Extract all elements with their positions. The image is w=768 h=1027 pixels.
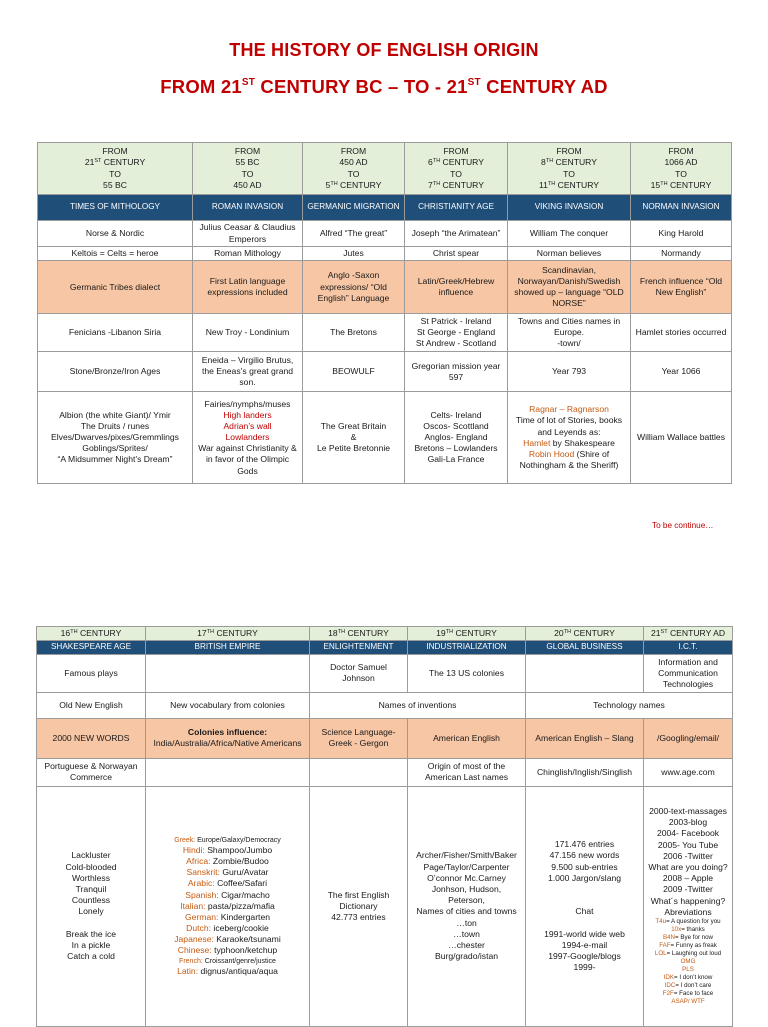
table-cell: /Googling/email/ [644, 718, 733, 758]
cell-line: 171.476 entries [554, 839, 615, 850]
loanword-line: Arabic: Coffee/Safari [187, 878, 268, 889]
cell-line: Lackluster [71, 850, 111, 861]
abbreviation-line: FAF= Funny as freak [659, 942, 717, 950]
table-row-eras [38, 195, 732, 221]
loanword-line: Greek: Europe/Galaxy/Democracy [174, 836, 281, 844]
table-cell: Origin of most of the American Last names [408, 758, 526, 786]
loanword-line: Latin: dignus/antiqua/aqua [177, 965, 278, 976]
loanword-line: Italian: pasta/pizza/mafia [180, 900, 275, 911]
table-cell: Roman Mithology [193, 247, 303, 261]
period-header: FROM 6TH CENTURY TO 7TH CENTURY [405, 143, 508, 195]
table-cell: King Harold [631, 221, 732, 247]
cell-line: Catch a cold [67, 951, 115, 962]
cell-line: What are you doing? [648, 861, 728, 872]
table-cell: The first English Dictionary 42.773 entries [310, 786, 408, 1026]
cell-line: Abreviations [664, 906, 712, 917]
era-label: VIKING INVASION [508, 195, 631, 221]
table-cell: New vocabulary from colonies [146, 692, 310, 718]
loanword-line: Dutch: iceberg/cookie [186, 923, 269, 934]
cell-line: 47.156 new words [549, 850, 620, 861]
period-header: FROM 8TH CENTURY TO 11TH CENTURY [508, 143, 631, 195]
era-label: CHRISTIANITY AGE [405, 195, 508, 221]
cell-line [529, 895, 640, 906]
table-cell: First Latin language expressions included [193, 261, 303, 314]
century-header: 18TH CENTURY [310, 627, 408, 641]
abbreviation-line: T4u= A question for you [655, 917, 721, 925]
loanword-line: French: Croissant/genre/justice [179, 957, 276, 965]
cell-line: Names of cities and towns [416, 906, 517, 917]
century-header: 16TH CENTURY [37, 627, 146, 641]
table-row [38, 392, 732, 484]
table-cell: Joseph “the Arimatean” [405, 221, 508, 247]
cell-line: Page/Taylor/Carpenter [423, 861, 510, 872]
century-header: 19TH CENTURY [408, 627, 526, 641]
table-cell: Anglo -Saxon expressions/ “Old English” Language [303, 261, 405, 314]
table-row-language [38, 261, 732, 314]
table-cell: Keltois = Celts = heroe [38, 247, 193, 261]
table-cell: Ragnar – Ragnarson Time of lot of Stories, books and Leyends as: Hamlet by Shakespeare Robin Hood (Shire of Nothingham & the Sheriff) [508, 392, 631, 484]
cell-line [529, 918, 640, 929]
table-cell: The Great Britain & Le Petite Bretonnie [303, 392, 405, 484]
cell-line: …ton [456, 917, 477, 928]
era-label: ENLIGHTENMENT [310, 641, 408, 655]
century-header: 21ST CENTURY AD [644, 627, 733, 641]
table-cell: Towns and Cities names in Europe. -town/ [508, 314, 631, 352]
period-header: FROM 21ST CENTURY TO 55 BC [38, 143, 193, 195]
loanword-line: Spanish: Cigar/macho [185, 889, 270, 900]
cell-line: 2004- Facebook [656, 828, 720, 839]
loanword-line: German: Kindergarten [184, 911, 271, 922]
table-cell: Celts- Ireland Oscos- Scottland Anglos- England Bretons – Lowlanders Gali-La France [405, 392, 508, 484]
table-cell: Eneida – Virgilio Brutus, the Eneas’s great grand son. [193, 352, 303, 392]
cell-line: Tranquil [75, 883, 107, 894]
table-cell [310, 758, 408, 786]
continue-note: To be continue… [652, 521, 714, 530]
table-cell: Stone/Bronze/Iron Ages [38, 352, 193, 392]
cell-line: 1.000 Jargon/slang [547, 872, 622, 883]
cell-line: Chat [575, 906, 594, 917]
table-cell [146, 654, 310, 692]
table-row [38, 221, 732, 247]
era-label: BRITISH EMPIRE [146, 641, 310, 655]
table-row [37, 758, 733, 786]
cell-line: …chester [448, 939, 485, 950]
table-cell: Jutes [303, 247, 405, 261]
era-label: INDUSTRIALIZATION [408, 641, 526, 655]
cell-line: 2009 -Twitter [663, 884, 713, 895]
table-cell: William The conquer [508, 221, 631, 247]
abbreviation-line: IDC= I don’t care [664, 982, 712, 990]
abbreviation-line: ASAP/ WTF [671, 998, 705, 1006]
table-cell: Doctor Samuel Johnson [310, 654, 408, 692]
era-label: TIMES OF MITHOLOGY [38, 195, 193, 221]
table-cell: William Wallace battles [631, 392, 732, 484]
table-cell: American English – Slang [526, 718, 644, 758]
table-cell: Norse & Nordic [38, 221, 193, 247]
cell-line: 2003-blog [668, 817, 708, 828]
table-cell: Science Language- Greek - Gergon [310, 718, 408, 758]
abbreviation-line: 10x= thanks [671, 925, 705, 933]
table-cell: Julius Ceasar & Claudius Emperors [193, 221, 303, 247]
table-cell: Christ spear [405, 247, 508, 261]
loanword-line: Sanskrit: Guru/Avatar [186, 867, 269, 878]
table-cell: Fenicians -Libanon Siria [38, 314, 193, 352]
period-header: FROM 55 BC TO 450 AD [193, 143, 303, 195]
cell-line: Burg/grado/istan [434, 951, 499, 962]
table-cell: Germanic Tribes dialect [38, 261, 193, 314]
cell-line: Cold-blooded [65, 861, 117, 872]
abbreviation-line: B4N= Bye for now [662, 933, 714, 941]
century-header: 17TH CENTURY [146, 627, 310, 641]
cell-line [40, 918, 142, 929]
page-title: THE HISTORY OF ENGLISH ORIGIN [229, 40, 539, 60]
cell-line: 1997-Google/blogs [548, 951, 621, 962]
century-header: 20TH CENTURY [526, 627, 644, 641]
table-cell: The Bretons [303, 314, 405, 352]
table-row-vocabulary [37, 786, 733, 1026]
table-row [38, 352, 732, 392]
table-cell [644, 786, 733, 1026]
table-cell [146, 786, 310, 1026]
table-cell: Latin/Greek/Hebrew influence [405, 261, 508, 314]
era-label: GLOBAL BUSINESS [526, 641, 644, 655]
abbreviation-line: PLS [682, 966, 694, 974]
table-cell [408, 786, 526, 1026]
table-row-periods [38, 143, 732, 195]
era-label: ROMAN INVASION [193, 195, 303, 221]
table-cell [37, 786, 146, 1026]
table-row-influence [37, 718, 733, 758]
table-cell: Gregorian mission year 597 [405, 352, 508, 392]
table-cell: Famous plays [37, 654, 146, 692]
loanword-line: Africa: Zombie/Budoo [186, 856, 269, 867]
cell-line: What´s happening? [650, 895, 726, 906]
era-label: SHAKESPEARE AGE [37, 641, 146, 655]
table-cell: BEOWULF [303, 352, 405, 392]
table-row [37, 654, 733, 692]
cell-line: 1999- [573, 962, 596, 973]
abbreviation-line: OMG [680, 958, 696, 966]
table-cell: Technology names [526, 692, 733, 718]
table-cell: Albion (the white Giant)/ Ymir The Druits / runes Elves/Dwarves/pixes/Gremmlings Goblings/Sprites/ “A Midsummer Night’s Dream” [38, 392, 193, 484]
cell-line: 1994-e-mail [561, 939, 608, 950]
cell-line: 2008 – Apple [662, 873, 714, 884]
loanword-line: Japanese: Karaoke/tsunami [174, 934, 281, 945]
cell-line: Jonhson, Hudson, [431, 883, 502, 894]
table-cell: Year 1066 [631, 352, 732, 392]
table-cell: Hamlet stories occurred [631, 314, 732, 352]
era-label: NORMAN INVASION [631, 195, 732, 221]
table-row [38, 247, 732, 261]
table-cell: Names of inventions [310, 692, 526, 718]
table-cell: www.age.com [644, 758, 733, 786]
cell-line: 2000-text-massages [649, 806, 727, 817]
abbreviation-line: F2F= Face to face [662, 990, 714, 998]
table-row [38, 314, 732, 352]
cell-line: Countless [71, 895, 111, 906]
table-cell [526, 786, 644, 1026]
cell-line: Archer/Fisher/Smith/Baker [416, 850, 517, 861]
table-cell: St Patrick - Ireland St George - England St Andrew - Scotland [405, 314, 508, 352]
era-label: GERMANIC MIGRATION [303, 195, 405, 221]
table-cell: Fairies/nymphs/muses High landers Adrian’s wall Lowlanders War against Christianity & in favor of the Olimpic Gods [193, 392, 303, 484]
cell-line [529, 884, 640, 895]
cell-line: Peterson, [448, 895, 485, 906]
table-cell: 2000 NEW WORDS [37, 718, 146, 758]
page-subtitle: FROM 21ST CENTURY BC – TO - 21ST CENTURY AD [160, 76, 608, 97]
era-label: I.C.T. [644, 641, 733, 655]
period-header: FROM 1066 AD TO 15TH CENTURY [631, 143, 732, 195]
cell-line: In a pickle [71, 939, 111, 950]
cell-line: …town [453, 928, 480, 939]
cell-line: O’connor Mc.Carney [427, 872, 506, 883]
table-cell: Year 793 [508, 352, 631, 392]
cell-line: Break the ice [65, 928, 117, 939]
table-cell: Scandinavian, Norwayan/Danish/Swedish showed up – language “OLD NORSE” [508, 261, 631, 314]
table-cell: The 13 US colonies [408, 654, 526, 692]
table-cell: New Troy - Londinium [193, 314, 303, 352]
history-table-modern [36, 626, 733, 1027]
loanword-line: Chinese: typhoon/ketchup [177, 945, 278, 956]
table-cell: Old New English [37, 692, 146, 718]
table-cell: Normandy [631, 247, 732, 261]
table-row-centuries [37, 627, 733, 641]
table-cell [146, 758, 310, 786]
table-cell: American English [408, 718, 526, 758]
table-cell: Portuguese & Norwayan Commerce [37, 758, 146, 786]
table-cell: Chinglish/Inglish/Singlish [526, 758, 644, 786]
abbreviation-line: LOL= Laughing out loud [654, 950, 722, 958]
cell-line: 2005- You Tube [657, 839, 719, 850]
abbreviation-line: IDK= I don’t know [663, 974, 713, 982]
table-cell: Information and Communication Technologies [644, 654, 733, 692]
period-header: FROM 450 AD TO 5TH CENTURY [303, 143, 405, 195]
cell-line: 1991-world wide web [544, 928, 625, 939]
loanword-line: Hindi: Shampoo/Jumbo [182, 844, 273, 855]
cell-line: Worthless [71, 872, 111, 883]
table-cell: Alfred “The great” [303, 221, 405, 247]
table-cell: Colonies influence: India/Australia/Africa/Native Americans [146, 718, 310, 758]
cell-line: 9.500 sub-entries [551, 861, 618, 872]
cell-line: 2006 -Twitter [663, 850, 713, 861]
table-cell: Norman believes [508, 247, 631, 261]
table-row-eras [37, 641, 733, 655]
table-cell: French influence “Old New English” [631, 261, 732, 314]
table-cell [526, 654, 644, 692]
table-row [37, 692, 733, 718]
cell-line: Lonely [78, 906, 104, 917]
history-table-ancient [37, 142, 732, 484]
